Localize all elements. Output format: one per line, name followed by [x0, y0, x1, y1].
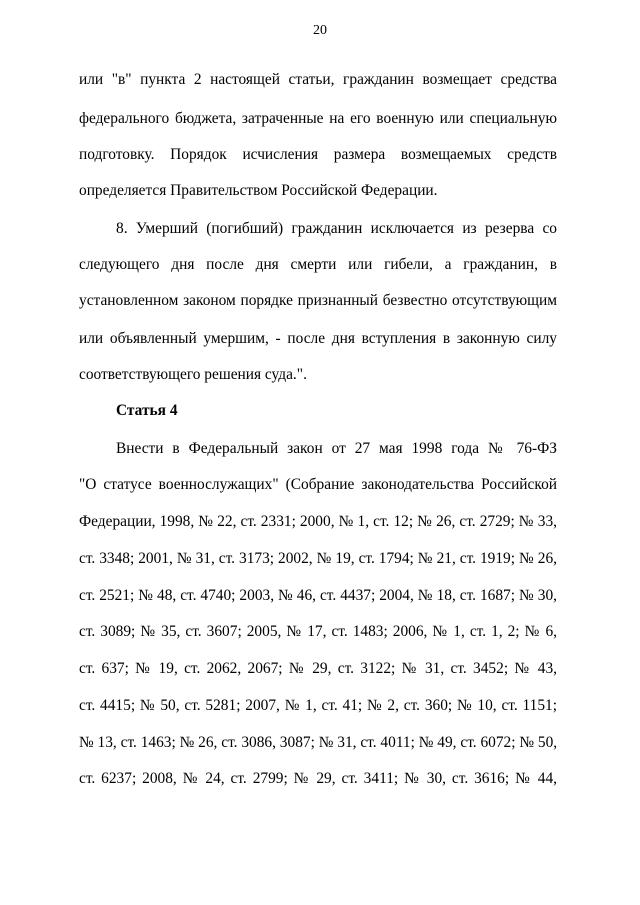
paragraph-line: соответствующего решения суда.".	[79, 366, 307, 383]
paragraph-line: № 13, ст. 1463; № 26, ст. 3086, 3087; № 31, ст. 4011; № 49, ст. 6072; № 50,	[79, 734, 557, 751]
paragraph-line: подготовку. Порядок исчисления размера возмещаемых средств	[79, 146, 557, 163]
paragraph-line: федерального бюджета, затраченные на его военную или специальную	[79, 110, 557, 127]
paragraph-line: Внести в Федеральный закон от 27 мая 1998 года № 76-ФЗ	[116, 440, 557, 457]
paragraph-line: ст. 2521; № 48, ст. 4740; 2003, № 46, ст. 4437; 2004, № 18, ст. 1687; № 30,	[79, 587, 557, 604]
page-number: 20	[313, 23, 327, 38]
paragraph-line: ст. 4415; № 50, ст. 5281; 2007, № 1, ст. 41; № 2, ст. 360; № 10, ст. 1151;	[79, 697, 557, 714]
paragraph-line: установленном законом порядке признанный безвестно отсутствующим	[79, 292, 557, 309]
paragraph-line: ст. 637; № 19, ст. 2062, 2067; № 29, ст. 3122; № 31, ст. 3452; № 43,	[79, 660, 557, 677]
paragraph-line: определяется Правительством Российской Федерации.	[79, 182, 438, 199]
paragraph-line: "О статусе военнослужащих" (Собрание законодательства Российской	[79, 476, 557, 493]
paragraph-line: следующего дня после дня смерти или гибели, а гражданин, в	[79, 256, 557, 273]
paragraph-line: или "в" пункта 2 настоящей статьи, гражданин возмещает средства	[79, 71, 557, 88]
paragraph-line: или объявленный умершим, - после дня вступления в законную силу	[79, 330, 557, 347]
paragraph-line: 8. Умерший (погибший) гражданин исключается из резерва со	[116, 220, 557, 237]
article-heading: Статья 4	[116, 402, 178, 419]
paragraph-line: ст. 6237; 2008, № 24, ст. 2799; № 29, ст. 3411; № 30, ст. 3616; № 44,	[79, 770, 557, 787]
paragraph-line: Федерации, 1998, № 22, ст. 2331; 2000, № 1, ст. 12; № 26, ст. 2729; № 33,	[79, 513, 557, 530]
paragraph-line: ст. 3089; № 35, ст. 3607; 2005, № 17, ст. 1483; 2006, № 1, ст. 1, 2; № 6,	[79, 623, 557, 640]
paragraph-line: ст. 3348; 2001, № 31, ст. 3173; 2002, № 19, ст. 1794; № 21, ст. 1919; № 26,	[79, 550, 557, 567]
